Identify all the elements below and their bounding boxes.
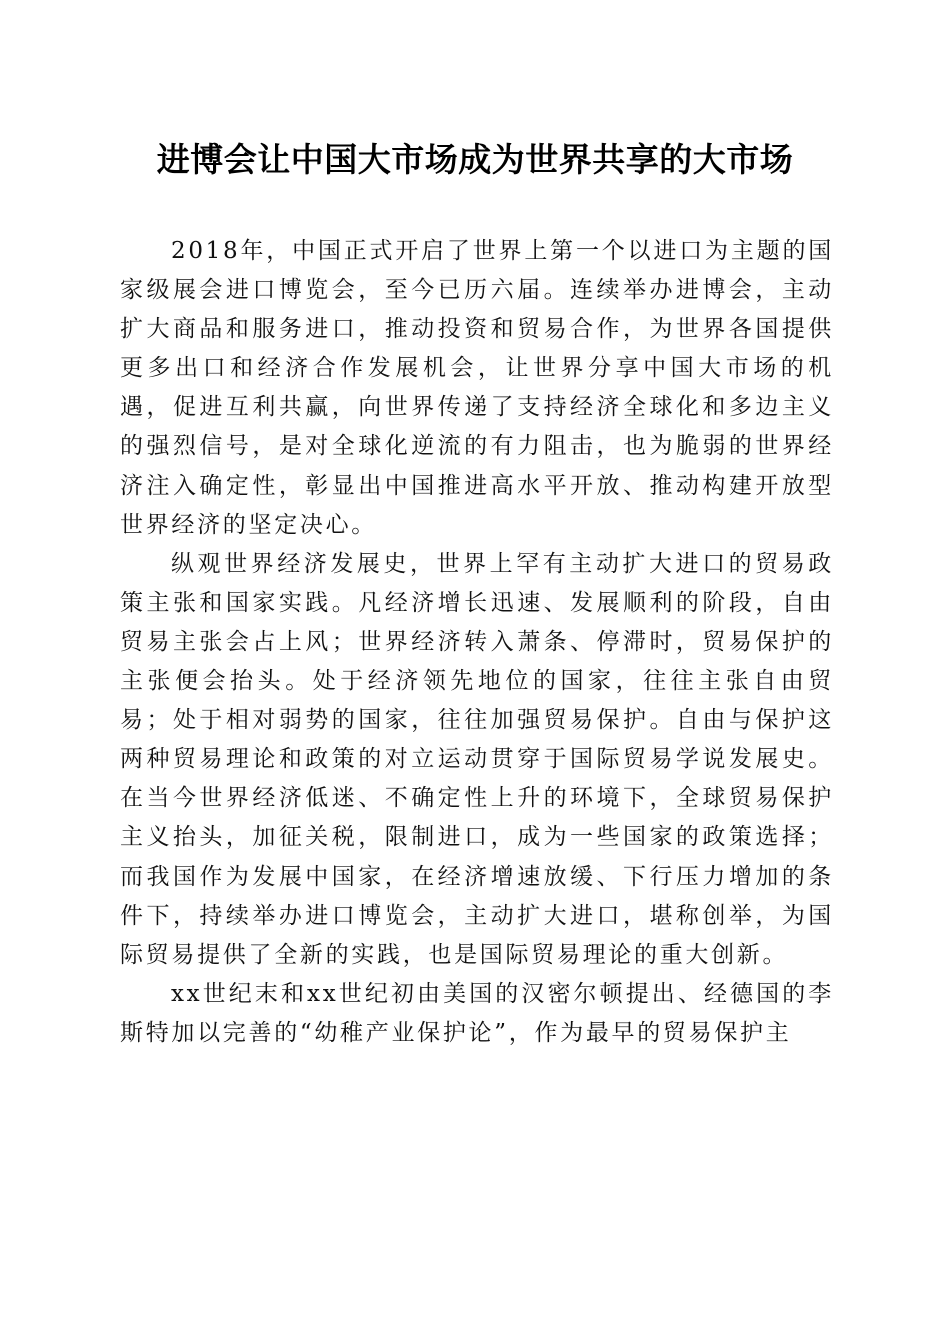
paragraph-1: 2018年，中国正式开启了世界上第一个以进口为主题的国家级展会进口博览会，至今已历六届。连续举办进博会，主动扩大商品和服务进口，推动投资和贸易合作，为世界各国提供更多出口和经济合作发展机会，让世界分享中国大市场的机遇，促进互利共赢，向世界传递了支持经济全球化和多边主义的强烈信号，是对全球化逆流的有力阻击，也为脆弱的世界经济注入确定性，彰显出中国推进高水平开放、推动构建开放型世界经济的坚定决心。 — [120, 238, 834, 538]
paragraph-3: xx世纪末和xx世纪初由美国的汉密尔顿提出、经德国的李斯特加以完善的“幼稚产业保护论”，作为最早的贸易保护主 — [120, 980, 834, 1046]
document-title: 进博会让中国大市场成为世界共享的大市场 — [156, 140, 794, 179]
paragraph-2: 纵观世界经济发展史，世界上罕有主动扩大进口的贸易政策主张和国家实践。凡经济增长迅速、发展顺利的阶段，自由贸易主张会占上风；世界经济转入萧条、停滞时，贸易保护的主张便会抬头。处于经济领先地位的国家，往往主张自由贸易；处于相对弱势的国家，往往加强贸易保护。自由与保护这两种贸易理论和政策的对立运动贯穿于国际贸易学说发展史。在当今世界经济低迷、不确定性上升的环境下，全球贸易保护主义抬头，加征关税，限制进口，成为一些国家的政策选择；而我国作为发展中国家，在经济增速放缓、下行压力增加的条件下，持续举办进口博览会，主动扩大进口，堪称创举，为国际贸易提供了全新的实践，也是国际贸易理论的重大创新。 — [120, 550, 834, 968]
document-body — [120, 232, 834, 1053]
